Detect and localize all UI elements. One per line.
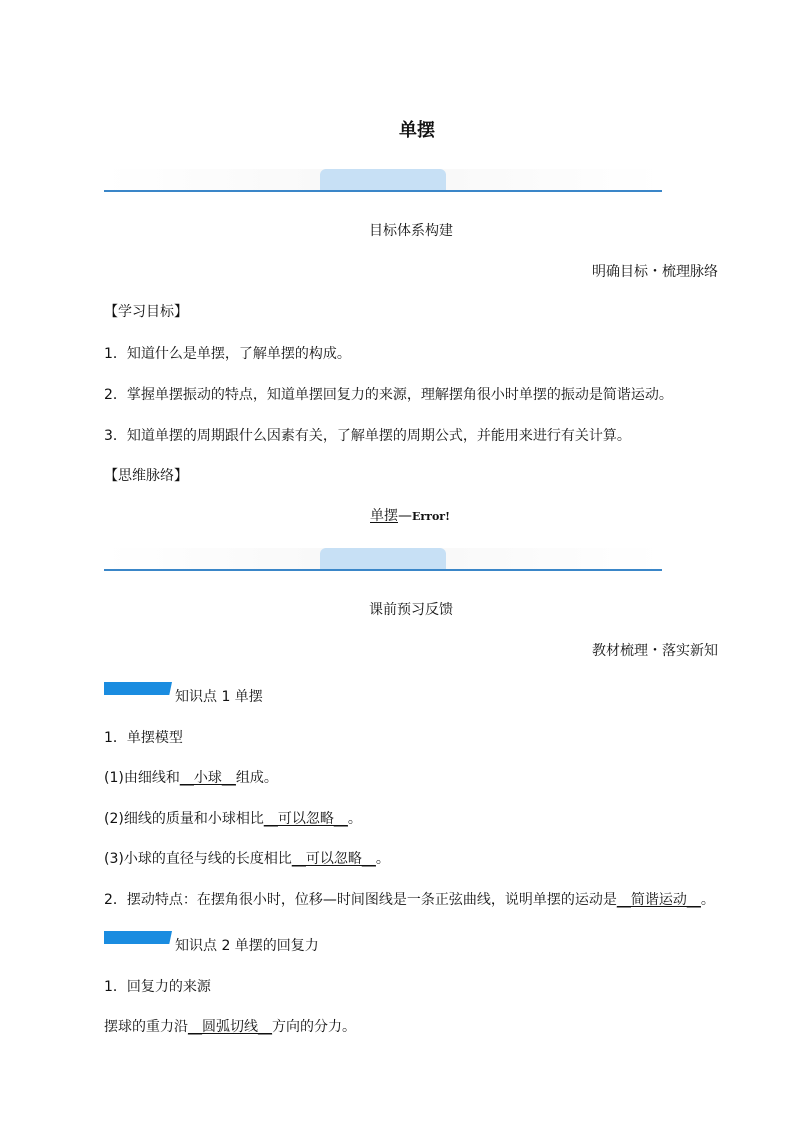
kp1-line-1-answer: __小球__ <box>179 770 236 786</box>
mind-map-dash: — <box>398 508 412 524</box>
goal-item-1: 1．知道什么是单摆，了解单摆的构成。 <box>104 346 351 362</box>
kp1-line-4-text: 2．摆动特点：在摆角很小时，位移—时间图线是一条正弦曲线，说明单摆的运动是 <box>104 892 617 908</box>
kp2-line-1-answer: __圆弧切线__ <box>188 1019 272 1035</box>
kp2-line-1-end: 方向的分力。 <box>272 1019 356 1035</box>
section-heading-goals: 目标体系构建 <box>369 223 453 239</box>
mind-map-error: Error! <box>412 510 450 523</box>
goal-item-2: 2．掌握单摆振动的特点，知道单摆回复力的来源，理解摆角很小时单摆的振动是简谐运动。 <box>104 387 673 403</box>
mind-map-word: 单摆 <box>370 508 398 524</box>
kp1-line-1-end: 组成。 <box>235 770 278 786</box>
kp1-line-3-text: (3)小球的直径与线的长度相比 <box>104 851 292 867</box>
kp1-line-1 <box>104 767 278 787</box>
kp1-line-2 <box>104 808 362 828</box>
goal-item-3: 3．知道单摆的周期跟什么因素有关，了解单摆的周期公式，并能用来进行有关计算。 <box>104 428 631 444</box>
section-divider-1 <box>104 169 662 197</box>
kp1-line-3-end: 。 <box>375 851 390 867</box>
kp1-line-3 <box>104 848 390 868</box>
kp1-line-2-text: (2)细线的质量和小球相比 <box>104 811 264 827</box>
knowledge-point-label-2: 知识点 2 单摆的回复力 <box>175 938 319 954</box>
kp2-line-1 <box>104 1016 356 1036</box>
kp2-line-1-text: 摆球的重力沿 <box>104 1019 188 1035</box>
knowledge-point-label-1: 知识点 1 单摆 <box>175 689 263 705</box>
mind-map-line <box>370 505 450 525</box>
kp2-subheading-1: 1．回复力的来源 <box>104 979 211 995</box>
kp1-line-1-text: (1)由细线和 <box>104 770 180 786</box>
kp1-line-4-end: 。 <box>700 892 715 908</box>
section-heading-preview: 课前预习反馈 <box>369 602 453 618</box>
kp1-line-2-answer: __可以忽略__ <box>263 811 348 827</box>
kp1-subheading-1: 1．单摆模型 <box>104 730 183 746</box>
knowledge-point-badge-1 <box>104 682 172 695</box>
kp1-line-3-answer: __可以忽略__ <box>291 851 376 867</box>
section-divider-2 <box>104 548 662 576</box>
section-tag-goals: 明确目标・梳理脉络 <box>592 264 718 280</box>
goals-header: 【学习目标】 <box>104 304 188 320</box>
kp1-line-4-answer: __简谐运动__ <box>616 892 701 908</box>
knowledge-point-badge-2 <box>104 931 172 944</box>
page-title: 单摆 <box>399 120 435 141</box>
kp1-line-4 <box>104 889 715 909</box>
section-tag-preview: 教材梳理・落实新知 <box>592 643 718 659</box>
kp1-line-2-end: 。 <box>347 811 362 827</box>
mind-map-header: 【思维脉络】 <box>104 468 188 484</box>
